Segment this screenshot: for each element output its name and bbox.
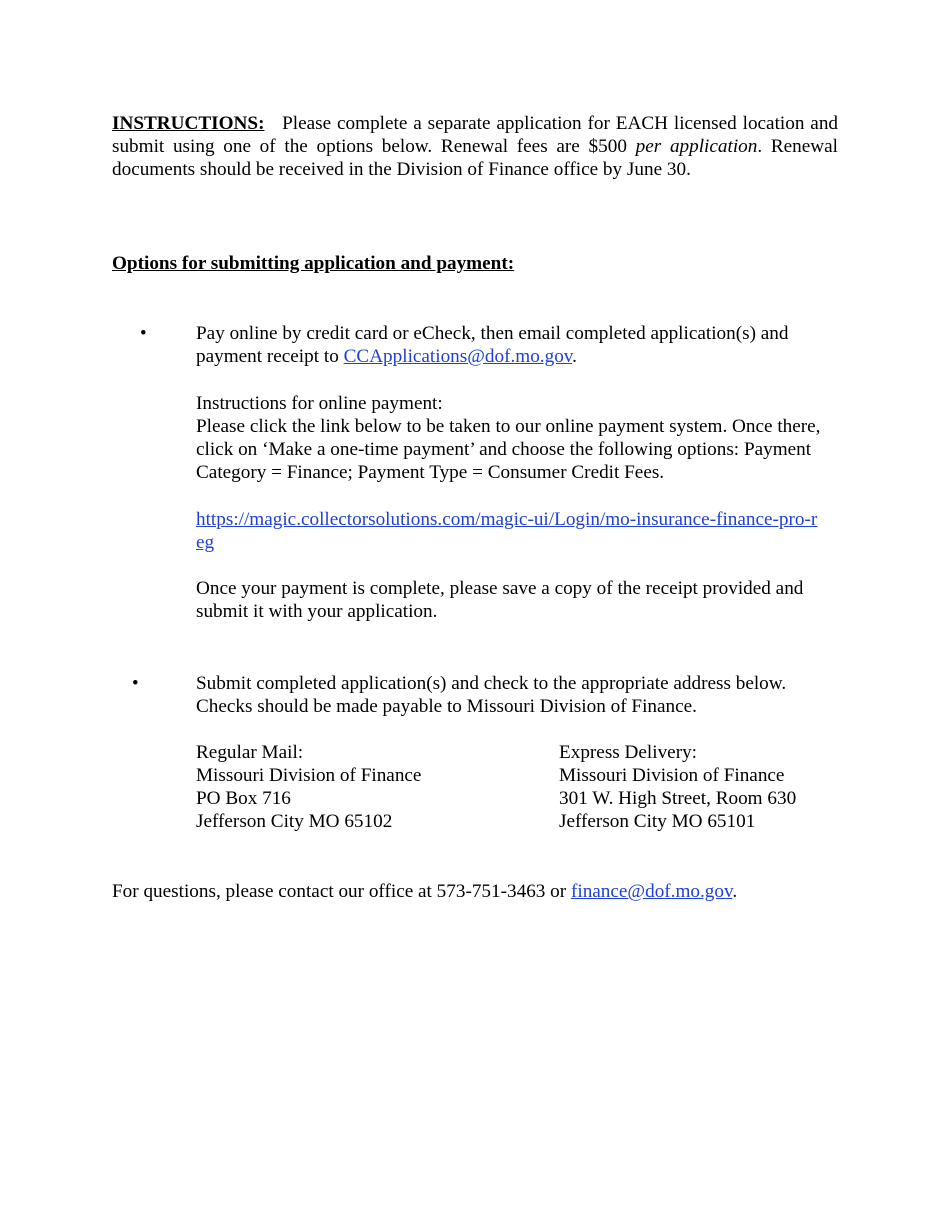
payment-url-link[interactable]: https://magic.collectorsolutions.com/magic-ui/Login/mo-insurance-finance-pro-reg xyxy=(196,509,818,553)
instructions-text-part1: Please complete a separate application for EACH licensed location and submit using one of the options below. Renewal fees are $500 xyxy=(112,113,839,157)
instructions-text-italic: per application xyxy=(635,136,758,157)
bullet-online: • xyxy=(140,323,147,344)
regular-mail-line1: Missouri Division of Finance xyxy=(196,765,422,786)
options-heading: Options for submitting application and payment: xyxy=(112,253,515,274)
regular-mail-address xyxy=(196,741,421,833)
online-instructions-text: Please click the link below to be taken to our online payment system. Once there, click on ‘Make a one-time payment’ and choose the following options: Payment Category = Finance; Payment Type = Consumer Credit Fees. xyxy=(196,416,821,483)
contact-suffix: . xyxy=(732,881,738,902)
regular-mail-title: Regular Mail: xyxy=(196,742,304,763)
online-instructions xyxy=(196,392,836,484)
instructions-label: INSTRUCTIONS: xyxy=(112,113,265,134)
instructions-text-part2: . Renewal documents should be received in the Division of Finance office by June 30. xyxy=(112,136,838,180)
mail-submission-text: Submit completed application(s) and check to the appropriate address below. Checks should be made payable to Missouri Division of Finance. xyxy=(196,673,787,717)
express-delivery-address xyxy=(559,741,796,833)
express-delivery-line3: Jefferson City MO 65101 xyxy=(559,811,756,832)
instructions-paragraph xyxy=(112,112,838,181)
finance-email-link[interactable]: finance@dof.mo.gov xyxy=(570,881,733,902)
online-instructions-title: Instructions for online payment: xyxy=(196,393,443,414)
contact-paragraph xyxy=(112,880,872,903)
online-payment-text xyxy=(196,322,836,368)
bullet-mail: • xyxy=(132,673,139,694)
contact-text: For questions, please contact our office at 573-751-3463 or xyxy=(112,881,571,902)
regular-mail-line3: Jefferson City MO 65102 xyxy=(196,811,393,832)
online-payment-suffix: . xyxy=(572,346,577,367)
regular-mail-line2: PO Box 716 xyxy=(196,788,291,809)
express-delivery-line1: Missouri Division of Finance xyxy=(559,765,785,786)
after-payment-text: Once your payment is complete, please save a copy of the receipt provided and submit it with your application. xyxy=(196,578,804,622)
ccapplications-email-link[interactable]: CCApplications@dof.mo.gov xyxy=(343,346,573,367)
express-delivery-line2: 301 W. High Street, Room 630 xyxy=(559,788,797,809)
payment-url-paragraph xyxy=(196,508,821,554)
express-delivery-title: Express Delivery: xyxy=(559,742,698,763)
online-payment-desc: Pay online by credit card or eCheck, then email completed application(s) and payment receipt to xyxy=(196,323,789,367)
